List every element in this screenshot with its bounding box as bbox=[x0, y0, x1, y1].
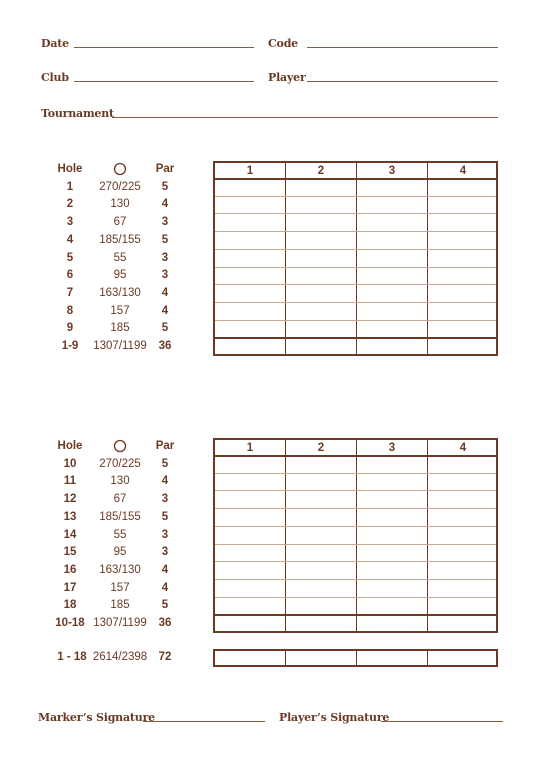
hole-par: 4 bbox=[161, 198, 169, 211]
grid-divider bbox=[356, 163, 357, 354]
hole-number: 13 bbox=[63, 510, 77, 523]
hole-distance: 95 bbox=[113, 269, 127, 282]
hole-par: 3 bbox=[161, 546, 169, 559]
hole-header: Hole bbox=[57, 163, 83, 175]
grid-row-line bbox=[215, 490, 496, 491]
grid-row-line bbox=[215, 473, 496, 474]
subtotal-row bbox=[50, 615, 190, 633]
hole-row bbox=[50, 250, 190, 268]
grid-row-line bbox=[215, 579, 496, 580]
hole-row bbox=[50, 285, 190, 303]
hole-row bbox=[50, 597, 190, 615]
hole-number: 10-18 bbox=[55, 617, 85, 629]
player-4-header: 4 bbox=[459, 442, 467, 454]
total-distance: 2614/2398 bbox=[92, 651, 148, 663]
grid-divider bbox=[356, 440, 357, 631]
hole-row bbox=[50, 491, 190, 509]
hole-row bbox=[50, 267, 190, 285]
grid-divider bbox=[427, 651, 428, 665]
hole-distance: 55 bbox=[113, 251, 127, 264]
hole-distance: 163/130 bbox=[99, 286, 141, 299]
subtotal-row bbox=[50, 338, 190, 356]
circle-icon bbox=[85, 161, 155, 179]
player-2-header: 2 bbox=[317, 442, 325, 454]
hole-row bbox=[50, 303, 190, 321]
grid-row-line bbox=[215, 302, 496, 303]
hole-par: 4 bbox=[161, 286, 169, 299]
hole-par: 5 bbox=[161, 322, 169, 335]
hole-number: 12 bbox=[63, 493, 77, 506]
total-par: 72 bbox=[158, 651, 172, 663]
hole-row bbox=[50, 214, 190, 232]
total-hole-label: 1 - 18 bbox=[57, 651, 87, 663]
par-header: Par bbox=[155, 163, 175, 175]
hole-number: 7 bbox=[66, 286, 74, 299]
code-label: Code bbox=[268, 37, 298, 50]
par-header: Par bbox=[155, 440, 175, 452]
back-header-row bbox=[50, 438, 190, 456]
hole-distance: 163/130 bbox=[99, 563, 141, 576]
hole-distance: 157 bbox=[110, 304, 130, 317]
hole-row bbox=[50, 562, 190, 580]
hole-par: 4 bbox=[161, 304, 169, 317]
front-header-row bbox=[50, 161, 190, 179]
hole-row bbox=[50, 320, 190, 338]
player-1-header: 1 bbox=[246, 442, 254, 454]
hole-distance: 185/155 bbox=[99, 233, 141, 246]
hole-par: 5 bbox=[161, 510, 169, 523]
tournament-field[interactable] bbox=[112, 117, 498, 118]
hole-number: 5 bbox=[66, 251, 74, 264]
grid-row-line bbox=[215, 213, 496, 214]
player-3-header: 3 bbox=[388, 165, 396, 177]
hole-number: 15 bbox=[63, 546, 77, 559]
hole-distance: 185/155 bbox=[99, 510, 141, 523]
marker-signature-label: Marker’s Signature bbox=[38, 711, 155, 724]
player-field[interactable] bbox=[307, 81, 498, 82]
hole-number: 11 bbox=[63, 475, 77, 488]
hole-number: 1-9 bbox=[61, 340, 79, 352]
hole-row bbox=[50, 473, 190, 491]
hole-number: 3 bbox=[66, 216, 74, 229]
hole-row bbox=[50, 527, 190, 545]
hole-distance: 270/225 bbox=[99, 457, 141, 470]
grid-row-line bbox=[215, 284, 496, 285]
grid-row-line bbox=[215, 196, 496, 197]
grid-row-line bbox=[215, 267, 496, 268]
hole-par: 3 bbox=[161, 251, 169, 264]
hole-header: Hole bbox=[57, 440, 83, 452]
front-score-grid[interactable] bbox=[213, 161, 498, 356]
hole-number: 1 bbox=[66, 180, 74, 193]
date-field[interactable] bbox=[74, 47, 254, 48]
hole-par: 4 bbox=[161, 581, 169, 594]
grid-divider bbox=[427, 163, 428, 354]
hole-number: 17 bbox=[63, 581, 77, 594]
player-1-header: 1 bbox=[246, 165, 254, 177]
hole-distance: 67 bbox=[113, 493, 127, 506]
hole-distance: 130 bbox=[110, 475, 130, 488]
club-label: Club bbox=[41, 71, 69, 84]
player-label: Player bbox=[268, 71, 306, 84]
hole-par: 36 bbox=[158, 617, 172, 629]
hole-row bbox=[50, 456, 190, 474]
hole-par: 36 bbox=[158, 340, 172, 352]
hole-row bbox=[50, 544, 190, 562]
circle-icon bbox=[85, 438, 155, 456]
hole-par: 4 bbox=[161, 563, 169, 576]
hole-distance: 55 bbox=[113, 528, 127, 541]
grid-row-line bbox=[215, 231, 496, 232]
grid-row-line bbox=[215, 508, 496, 509]
hole-row bbox=[50, 179, 190, 197]
player-3-header: 3 bbox=[388, 442, 396, 454]
hole-number: 16 bbox=[63, 563, 77, 576]
grid-divider bbox=[427, 440, 428, 631]
grid-divider bbox=[285, 651, 286, 665]
hole-distance: 1307/1199 bbox=[93, 340, 147, 352]
hole-distance: 185 bbox=[110, 599, 130, 612]
club-field[interactable] bbox=[74, 81, 254, 82]
grid-divider bbox=[285, 440, 286, 631]
hole-distance: 67 bbox=[113, 216, 127, 229]
hole-number: 8 bbox=[66, 304, 74, 317]
grid-row-line bbox=[215, 614, 496, 616]
grid-divider bbox=[356, 651, 357, 665]
grid-row-line bbox=[215, 526, 496, 527]
hole-par: 5 bbox=[161, 457, 169, 470]
player-2-header: 2 bbox=[317, 165, 325, 177]
tournament-label: Tournament bbox=[41, 107, 114, 120]
hole-row bbox=[50, 509, 190, 527]
back-score-grid[interactable] bbox=[213, 438, 498, 633]
grid-row-line bbox=[215, 320, 496, 321]
hole-distance: 270/225 bbox=[99, 180, 141, 193]
marker-signature-field[interactable] bbox=[143, 721, 265, 722]
date-label: Date bbox=[41, 37, 69, 50]
grid-row-line bbox=[215, 561, 496, 562]
hole-number: 9 bbox=[66, 322, 74, 335]
grand-total-score-box[interactable] bbox=[213, 649, 498, 667]
hole-par: 5 bbox=[161, 233, 169, 246]
hole-distance: 1307/1199 bbox=[93, 617, 147, 629]
hole-par: 5 bbox=[161, 599, 169, 612]
hole-number: 2 bbox=[66, 198, 74, 211]
player-signature-label: Player’s Signature bbox=[279, 711, 390, 724]
hole-par: 3 bbox=[161, 528, 169, 541]
hole-row bbox=[50, 196, 190, 214]
hole-row bbox=[50, 580, 190, 598]
code-field[interactable] bbox=[307, 47, 498, 48]
hole-number: 10 bbox=[63, 457, 77, 470]
player-signature-field[interactable] bbox=[381, 721, 503, 722]
hole-distance: 95 bbox=[113, 546, 127, 559]
hole-number: 4 bbox=[66, 233, 74, 246]
hole-row bbox=[50, 232, 190, 250]
grid-row-line bbox=[215, 337, 496, 339]
hole-number: 14 bbox=[63, 528, 77, 541]
hole-par: 4 bbox=[161, 475, 169, 488]
hole-par: 3 bbox=[161, 216, 169, 229]
hole-number: 6 bbox=[66, 269, 74, 282]
grid-row-line bbox=[215, 544, 496, 545]
hole-par: 5 bbox=[161, 180, 169, 193]
hole-par: 3 bbox=[161, 493, 169, 506]
hole-number: 18 bbox=[63, 599, 77, 612]
hole-distance: 157 bbox=[110, 581, 130, 594]
hole-distance: 185 bbox=[110, 322, 130, 335]
hole-par: 3 bbox=[161, 269, 169, 282]
grid-row-line bbox=[215, 249, 496, 250]
grid-divider bbox=[285, 163, 286, 354]
player-4-header: 4 bbox=[459, 165, 467, 177]
hole-distance: 130 bbox=[110, 198, 130, 211]
grid-row-line bbox=[215, 597, 496, 598]
